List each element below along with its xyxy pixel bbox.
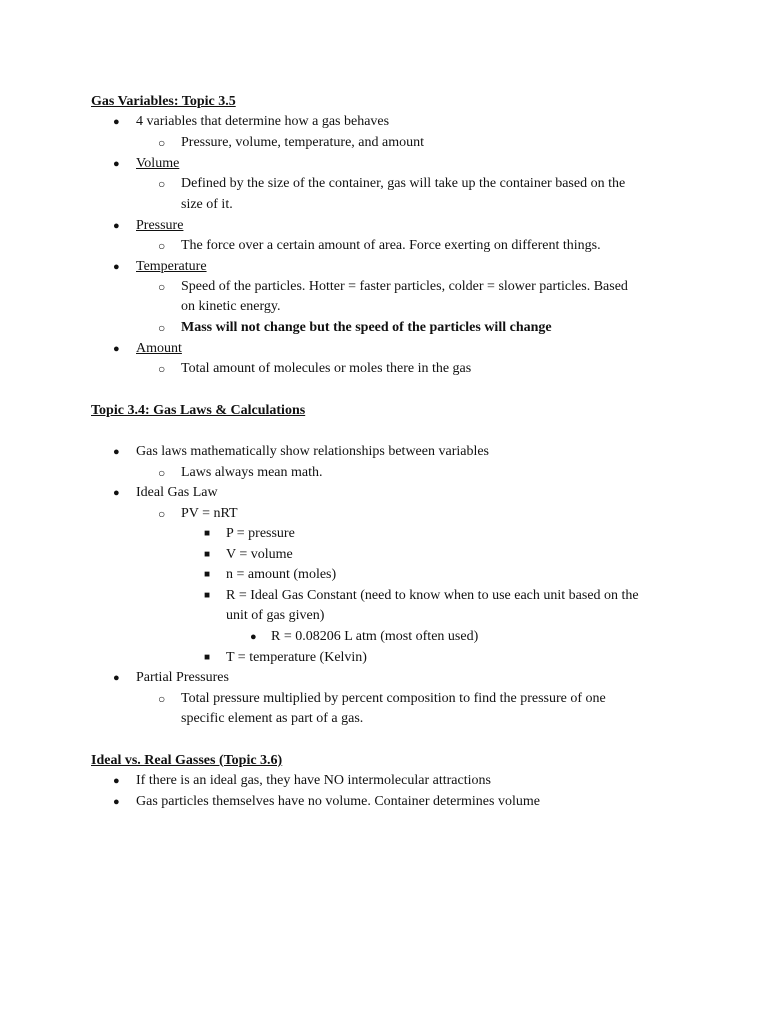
list-item: P = pressure bbox=[226, 526, 295, 541]
list-item: n = amount (moles) bbox=[226, 567, 337, 582]
list-item: T = temperature (Kelvin) bbox=[226, 650, 367, 665]
filled-bullet-icon: ● bbox=[250, 631, 257, 643]
section-heading-gas-laws: Topic 3.4: Gas Laws & Calculations bbox=[91, 403, 306, 418]
hollow-bullet-icon: ○ bbox=[158, 362, 166, 376]
hollow-bullet-icon: ○ bbox=[158, 466, 166, 480]
hollow-bullet-icon: ○ bbox=[158, 280, 166, 294]
list-item: Ideal Gas Law bbox=[136, 485, 218, 500]
list-item: Defined by the size of the container, gas will take up the container based on the bbox=[181, 176, 626, 191]
filled-bullet-icon: ● bbox=[113, 796, 120, 808]
list-item: Partial Pressures bbox=[136, 670, 229, 685]
filled-bullet-icon: ● bbox=[113, 261, 120, 273]
list-item: R = Ideal Gas Constant (need to know when to use each unit based on the bbox=[226, 588, 639, 603]
hollow-bullet-icon: ○ bbox=[158, 692, 166, 706]
hollow-bullet-icon: ○ bbox=[158, 239, 166, 253]
list-item: The force over a certain amount of area. Force exerting on different things. bbox=[181, 238, 601, 253]
list-item-continuation: on kinetic energy. bbox=[181, 299, 281, 314]
square-bullet-icon: ■ bbox=[204, 549, 211, 560]
square-bullet-icon: ■ bbox=[204, 652, 211, 663]
list-item-temperature: Temperature bbox=[136, 259, 207, 274]
hollow-bullet-icon: ○ bbox=[158, 136, 166, 150]
hollow-bullet-icon: ○ bbox=[158, 321, 166, 335]
hollow-bullet-icon: ○ bbox=[158, 507, 166, 521]
list-item-equation: PV = nRT bbox=[181, 506, 238, 521]
list-item: 4 variables that determine how a gas behaves bbox=[136, 114, 390, 129]
list-item: Total amount of molecules or moles there in the gas bbox=[181, 361, 472, 376]
section-heading-ideal-vs-real: Ideal vs. Real Gasses (Topic 3.6) bbox=[91, 753, 283, 768]
filled-bullet-icon: ● bbox=[113, 487, 120, 499]
square-bullet-icon: ■ bbox=[204, 590, 211, 601]
list-item-continuation: unit of gas given) bbox=[226, 608, 325, 623]
filled-bullet-icon: ● bbox=[113, 158, 120, 170]
filled-bullet-icon: ● bbox=[113, 220, 120, 232]
list-item: Gas laws mathematically show relationships between variables bbox=[136, 444, 490, 459]
list-item: R = 0.08206 L atm (most often used) bbox=[271, 629, 479, 644]
list-item-continuation: size of it. bbox=[181, 197, 233, 212]
list-item-continuation: specific element as part of a gas. bbox=[181, 711, 364, 726]
filled-bullet-icon: ● bbox=[113, 672, 120, 684]
list-item-pressure: Pressure bbox=[136, 218, 184, 233]
list-item: Total pressure multiplied by percent composition to find the pressure of one bbox=[181, 691, 606, 706]
list-item-amount: Amount bbox=[136, 341, 182, 356]
filled-bullet-icon: ● bbox=[113, 116, 120, 128]
list-item-bold: Mass will not change but the speed of the particles will change bbox=[181, 320, 552, 335]
list-item-volume: Volume bbox=[136, 156, 180, 171]
square-bullet-icon: ■ bbox=[204, 528, 211, 539]
list-item: Speed of the particles. Hotter = faster particles, colder = slower particles. Based bbox=[181, 279, 628, 294]
hollow-bullet-icon: ○ bbox=[158, 177, 166, 191]
list-item: If there is an ideal gas, they have NO intermolecular attractions bbox=[136, 773, 491, 788]
section-heading-gas-variables: Gas Variables: Topic 3.5 bbox=[91, 94, 236, 109]
square-bullet-icon: ■ bbox=[204, 569, 211, 580]
list-item: V = volume bbox=[226, 547, 293, 562]
list-item: Gas particles themselves have no volume. Container determines volume bbox=[136, 794, 540, 809]
list-item: Pressure, volume, temperature, and amount bbox=[181, 135, 424, 150]
list-item: Laws always mean math. bbox=[181, 465, 323, 480]
filled-bullet-icon: ● bbox=[113, 775, 120, 787]
filled-bullet-icon: ● bbox=[113, 343, 120, 355]
filled-bullet-icon: ● bbox=[113, 446, 120, 458]
